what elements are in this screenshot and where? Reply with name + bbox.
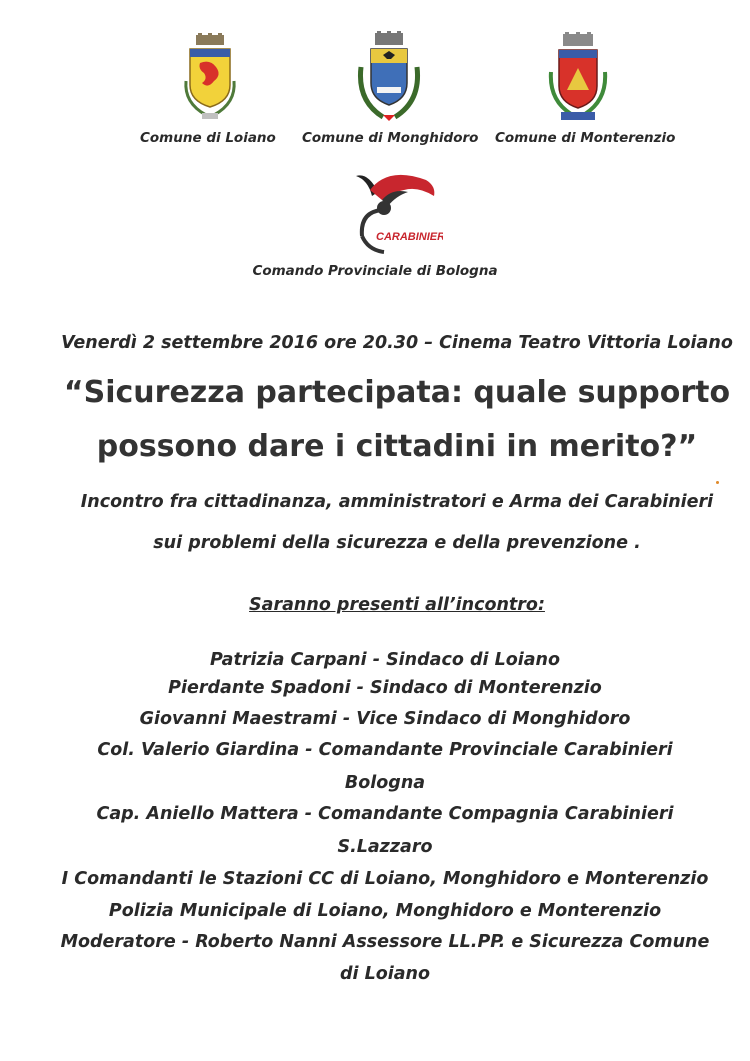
participant-line: di Loiano	[339, 964, 431, 984]
participant-line: Polizia Municipale di Loiano, Monghidoro e Monterenzio	[108, 901, 662, 921]
monterenzio-label: Comune di Monterenzio	[495, 130, 676, 146]
participants-heading: Saranno presenti all’incontro:	[249, 595, 545, 615]
participant-line: Cap. Aniello Mattera - Comandante Compagnia Carabinieri	[96, 804, 674, 824]
carabinieri-logo-text: CARABINIERI	[376, 231, 443, 243]
event-date-place: Venerdì 2 settembre 2016 ore 20.30 – Cinema Teatro Vittoria Loiano	[61, 333, 733, 353]
participant-line: Moderatore - Roberto Nanni Assessore LL.PP. e Sicurezza Comune	[60, 932, 710, 952]
participant-line: Pierdante Spadoni - Sindaco di Monterenzio	[168, 678, 602, 698]
event-title-line2: possono dare i cittadini in merito?”	[96, 429, 698, 464]
event-subtitle-line1: Incontro fra cittadinanza, amministratori e Arma dei Carabinieri	[80, 492, 714, 512]
speck	[716, 481, 719, 484]
monghidoro-crest-icon	[353, 31, 425, 129]
participant-line: I Comandanti le Stazioni CC di Loiano, Monghidoro e Monterenzio	[61, 869, 709, 889]
event-title-line1: “Sicurezza partecipata: quale supporto	[63, 375, 731, 410]
comando-label: Comando Provinciale di Bologna	[252, 263, 498, 279]
loiano-label: Comune di Loiano	[140, 130, 276, 146]
participant-line: S.Lazzaro	[337, 837, 433, 857]
monghidoro-label: Comune di Monghidoro	[302, 130, 479, 146]
loiano-crest-icon	[180, 33, 240, 129]
participant-line: Bologna	[344, 773, 426, 793]
participant-line: Giovanni Maestrami - Vice Sindaco di Monghidoro	[139, 709, 631, 729]
carabinieri-logo	[348, 166, 443, 260]
monterenzio-crest-icon	[547, 32, 609, 128]
event-subtitle-line2: sui problemi della sicurezza e della prevenzione .	[153, 533, 641, 553]
participant-line: Patrizia Carpani - Sindaco di Loiano	[209, 650, 561, 670]
participant-line: Col. Valerio Giardina - Comandante Provinciale Carabinieri	[97, 740, 673, 760]
